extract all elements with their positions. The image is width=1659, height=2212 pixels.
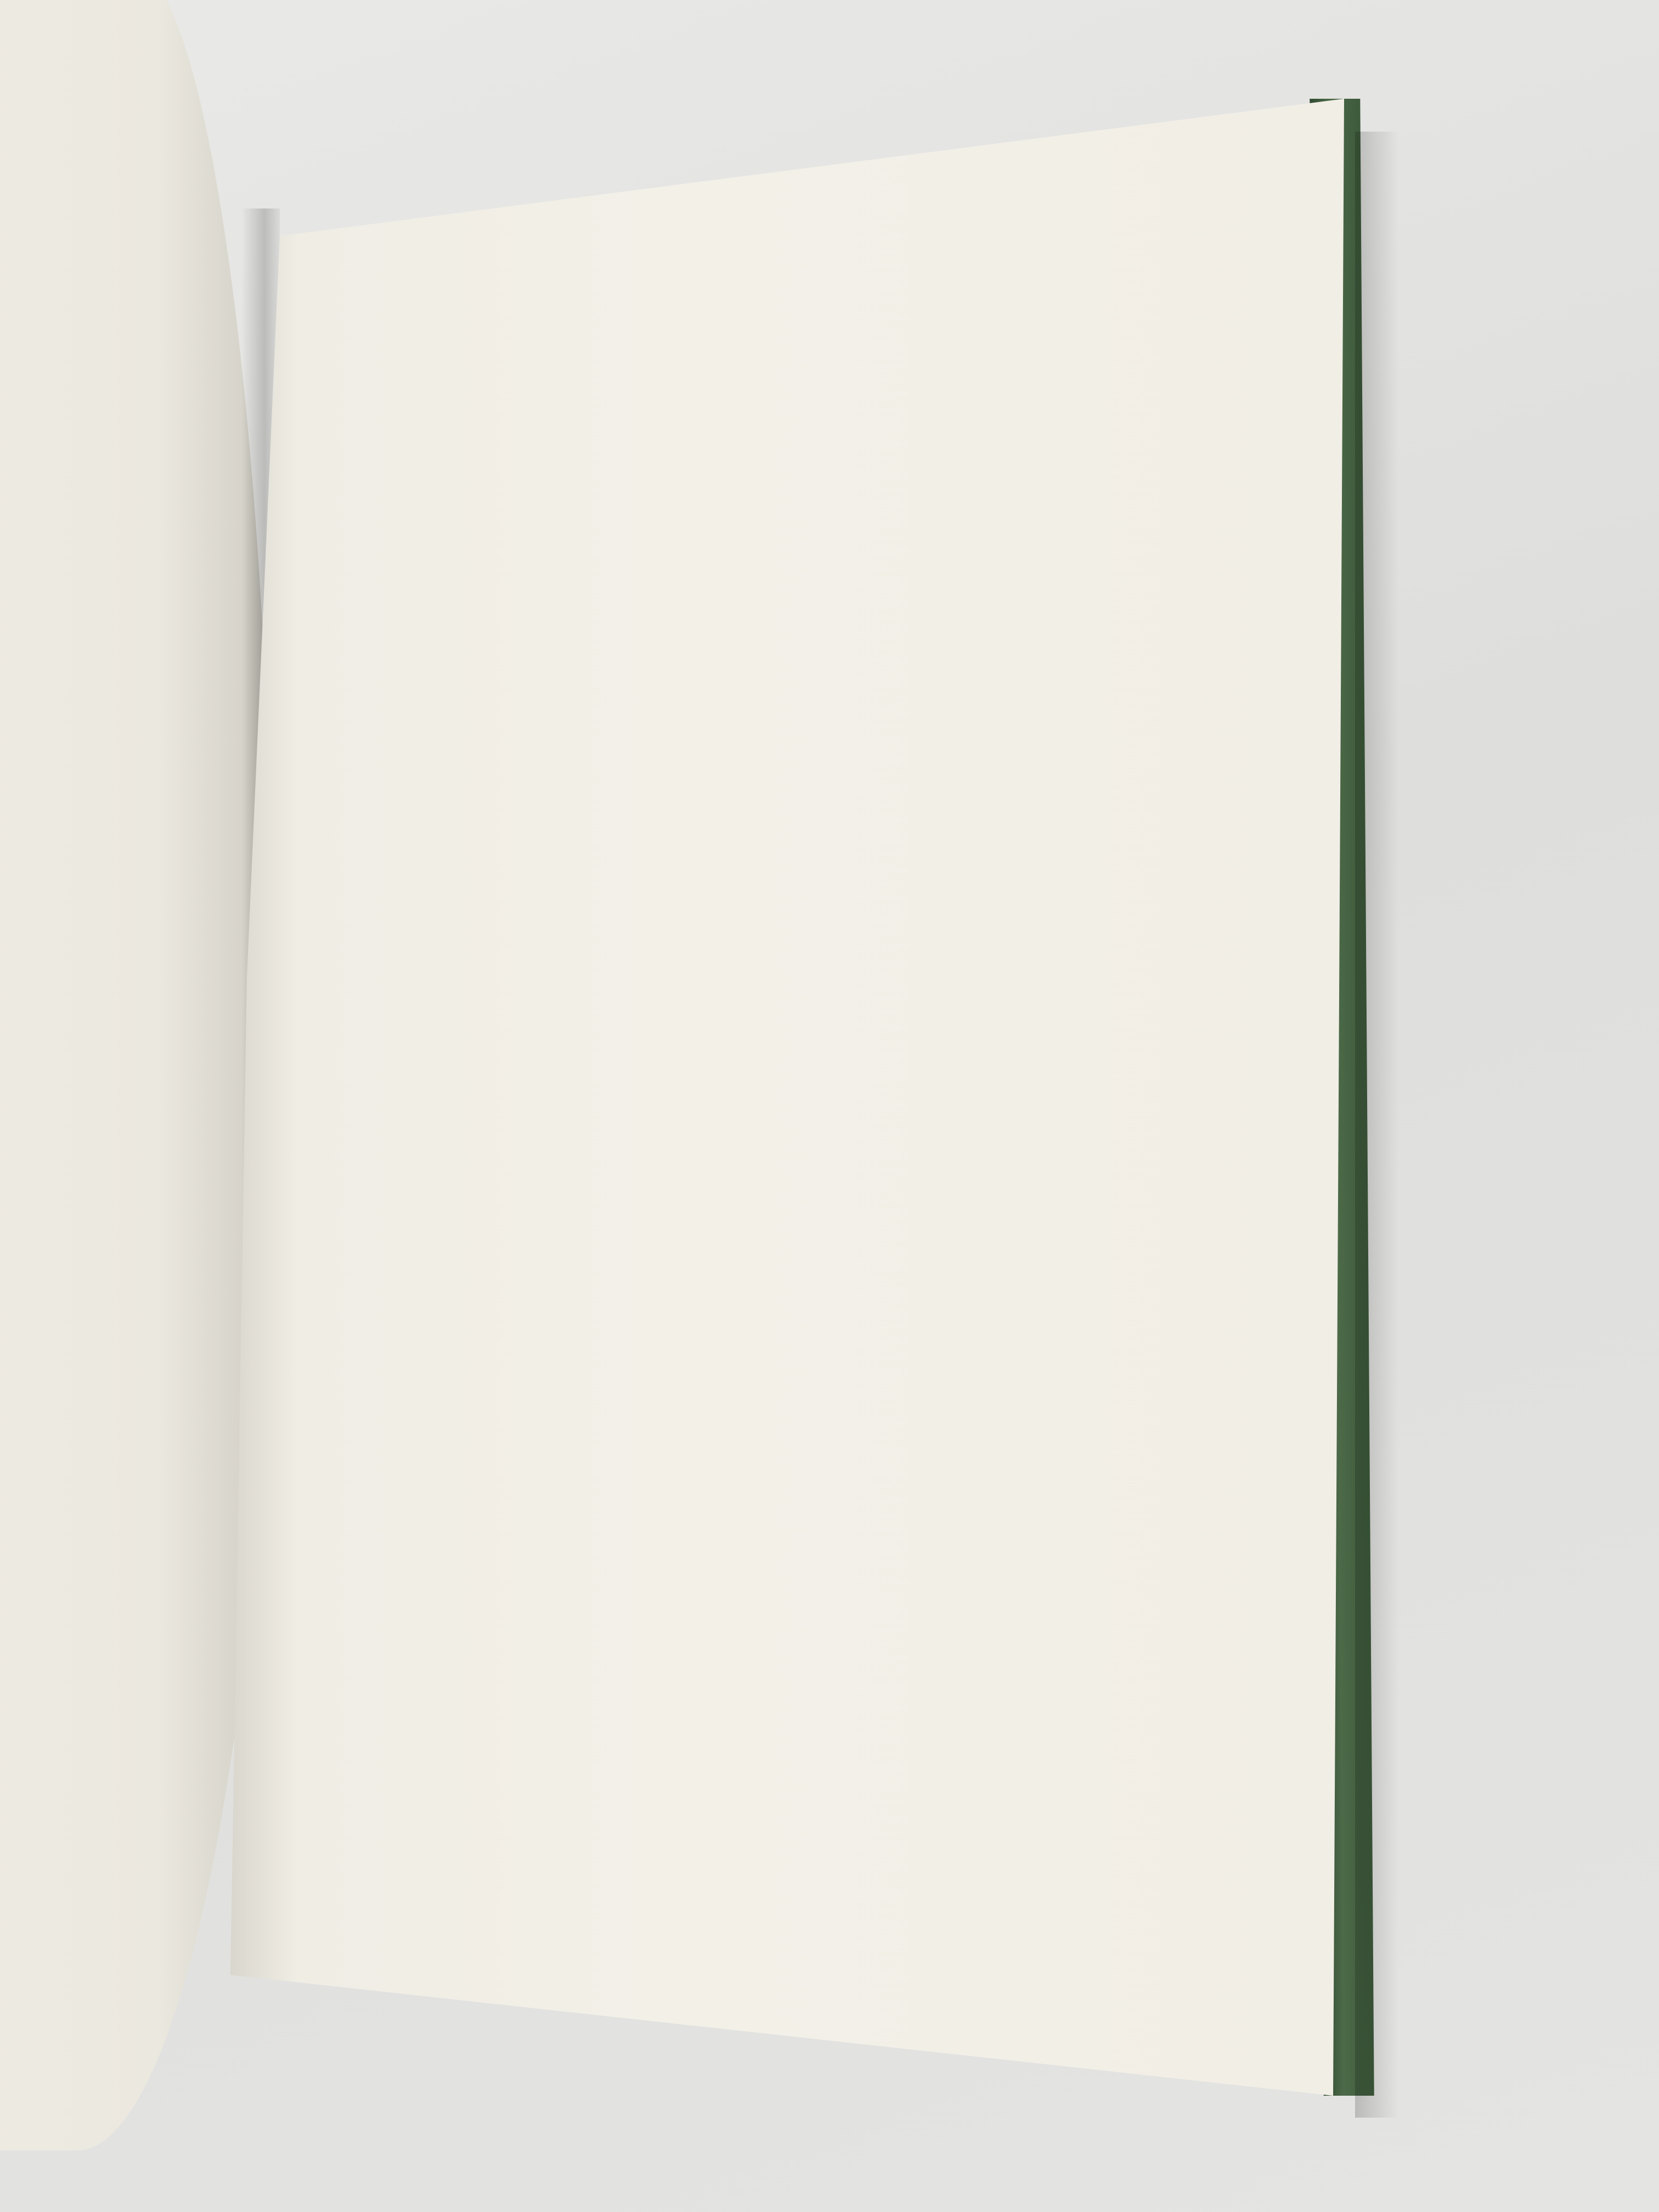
table-of-contents bbox=[307, 235, 1244, 422]
cover-shadow bbox=[1355, 132, 1399, 2118]
